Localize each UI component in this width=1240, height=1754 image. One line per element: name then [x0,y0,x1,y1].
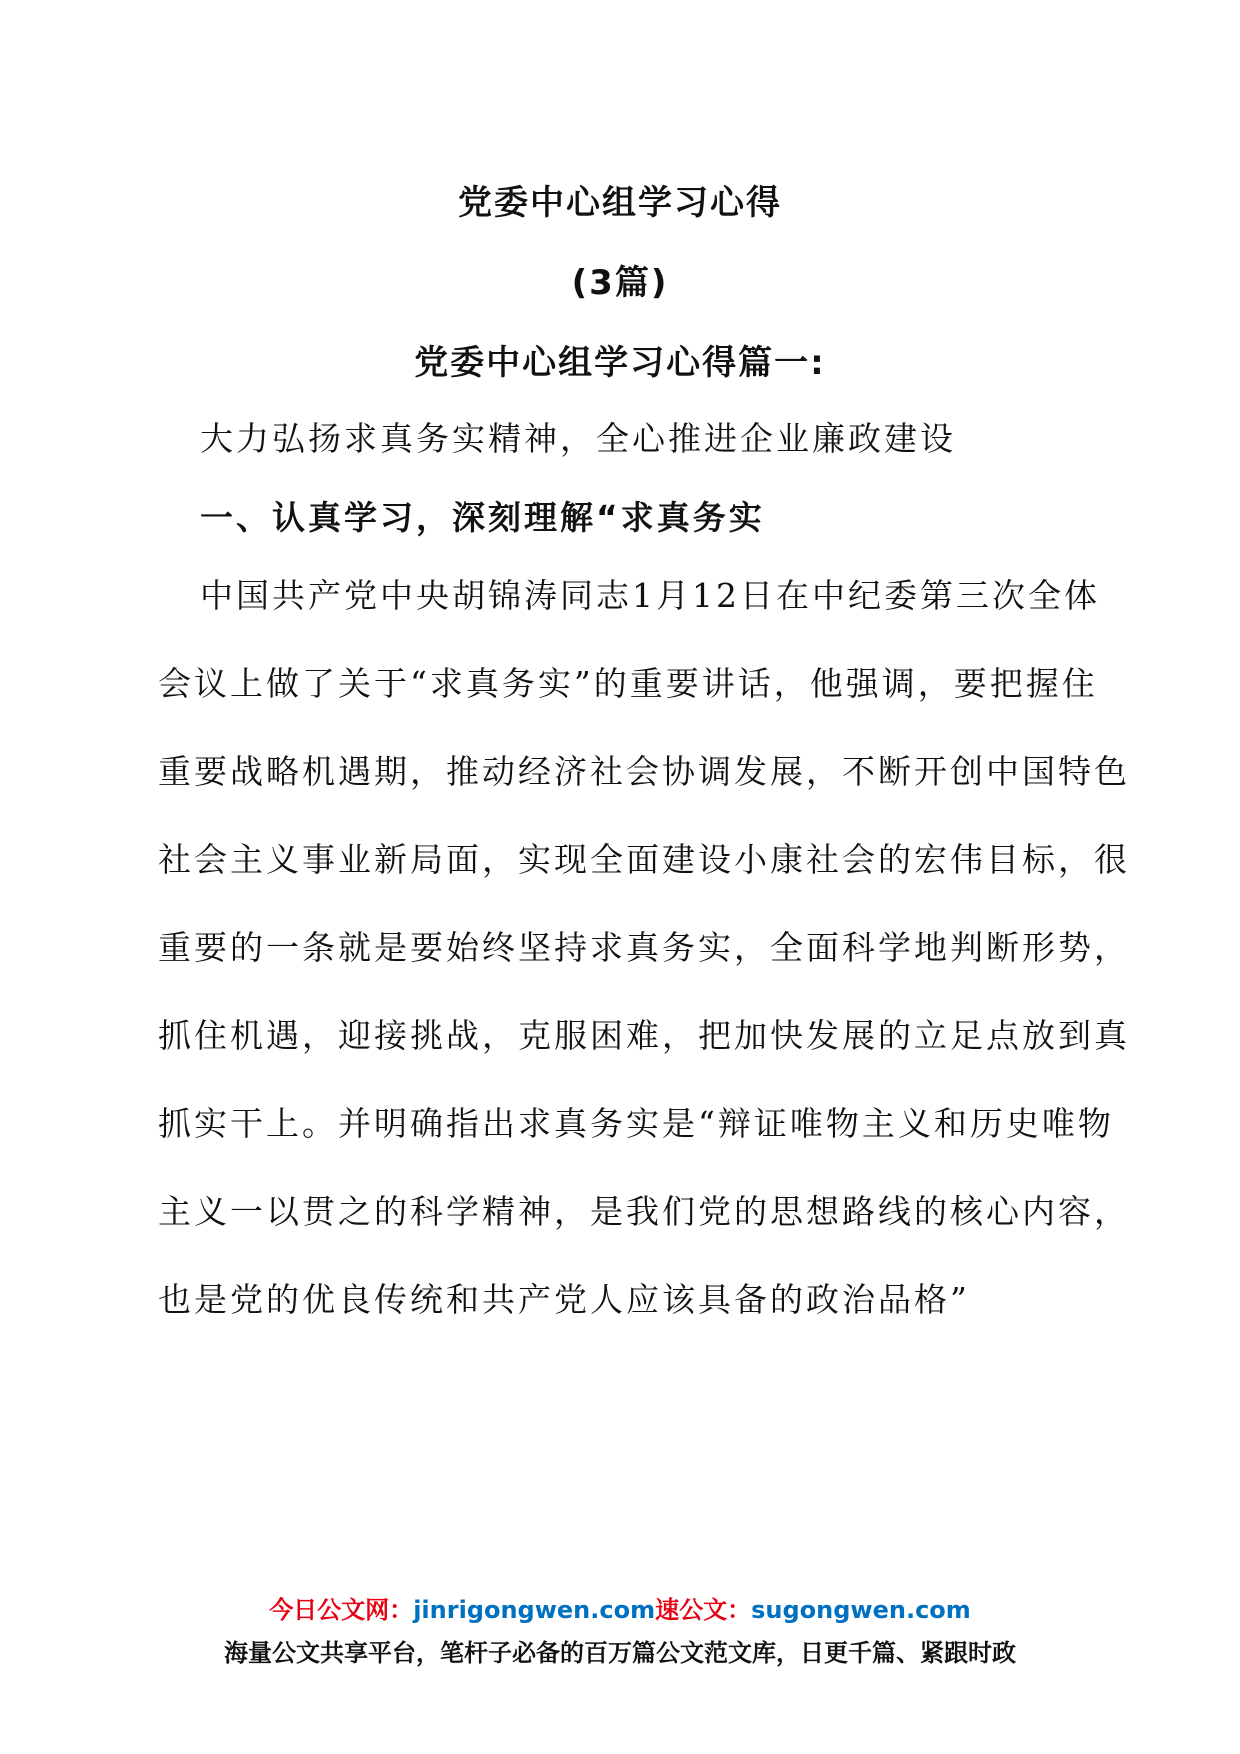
paragraph-line: 中国共产党中央胡锦涛同志1月12日在中纪委第三次全体 [200,576,1100,615]
paragraph-line: 抓住机遇，迎接挑战，克服困难，把加快发展的立足点放到真 [158,1016,1130,1055]
paragraph-line: 重要的一条就是要始终坚持求真务实，全面科学地判断形势， [158,928,1130,967]
document-title: 党委中心组学习心得 [458,183,782,223]
article-title: 大力弘扬求真务实精神，全心推进企业廉政建设 [200,419,956,458]
paragraph-line: 会议上做了关于“求真务实”的重要讲话，他强调，要把握住 [158,664,1098,703]
heading-1: 一、认真学习，深刻理解“求真务实 [200,498,765,537]
section-title: 党委中心组学习心得篇一: [414,343,826,383]
paragraph-line: 重要战略机遇期，推动经济社会协调发展，不断开创中国特色 [158,752,1130,791]
site2-link[interactable]: sugongwen.com [751,1596,971,1624]
site1-label: 今日公文网： [269,1596,414,1624]
paragraph-line: 社会主义事业新局面，实现全面建设小康社会的宏伟目标，很 [158,840,1130,879]
site2-label: 速公文： [655,1596,752,1624]
paragraph-line: 也是党的优良传统和共产党人应该具备的政治品格” [158,1280,970,1319]
paragraph-line: 主义一以贯之的科学精神，是我们党的思想路线的核心内容， [158,1192,1130,1231]
footer-links [0,1590,1240,1625]
paragraph-line: 抓实干上。并明确指出求真务实是“辩证唯物主义和历史唯物 [158,1104,1114,1143]
footer-slogan: 海量公文共享平台，笔杆子必备的百万篇公文范文库，日更千篇、紧跟时政 [224,1639,1016,1667]
document-subtitle: (3篇) [571,263,669,303]
site1-link[interactable]: jinrigongwen.com [413,1596,656,1624]
